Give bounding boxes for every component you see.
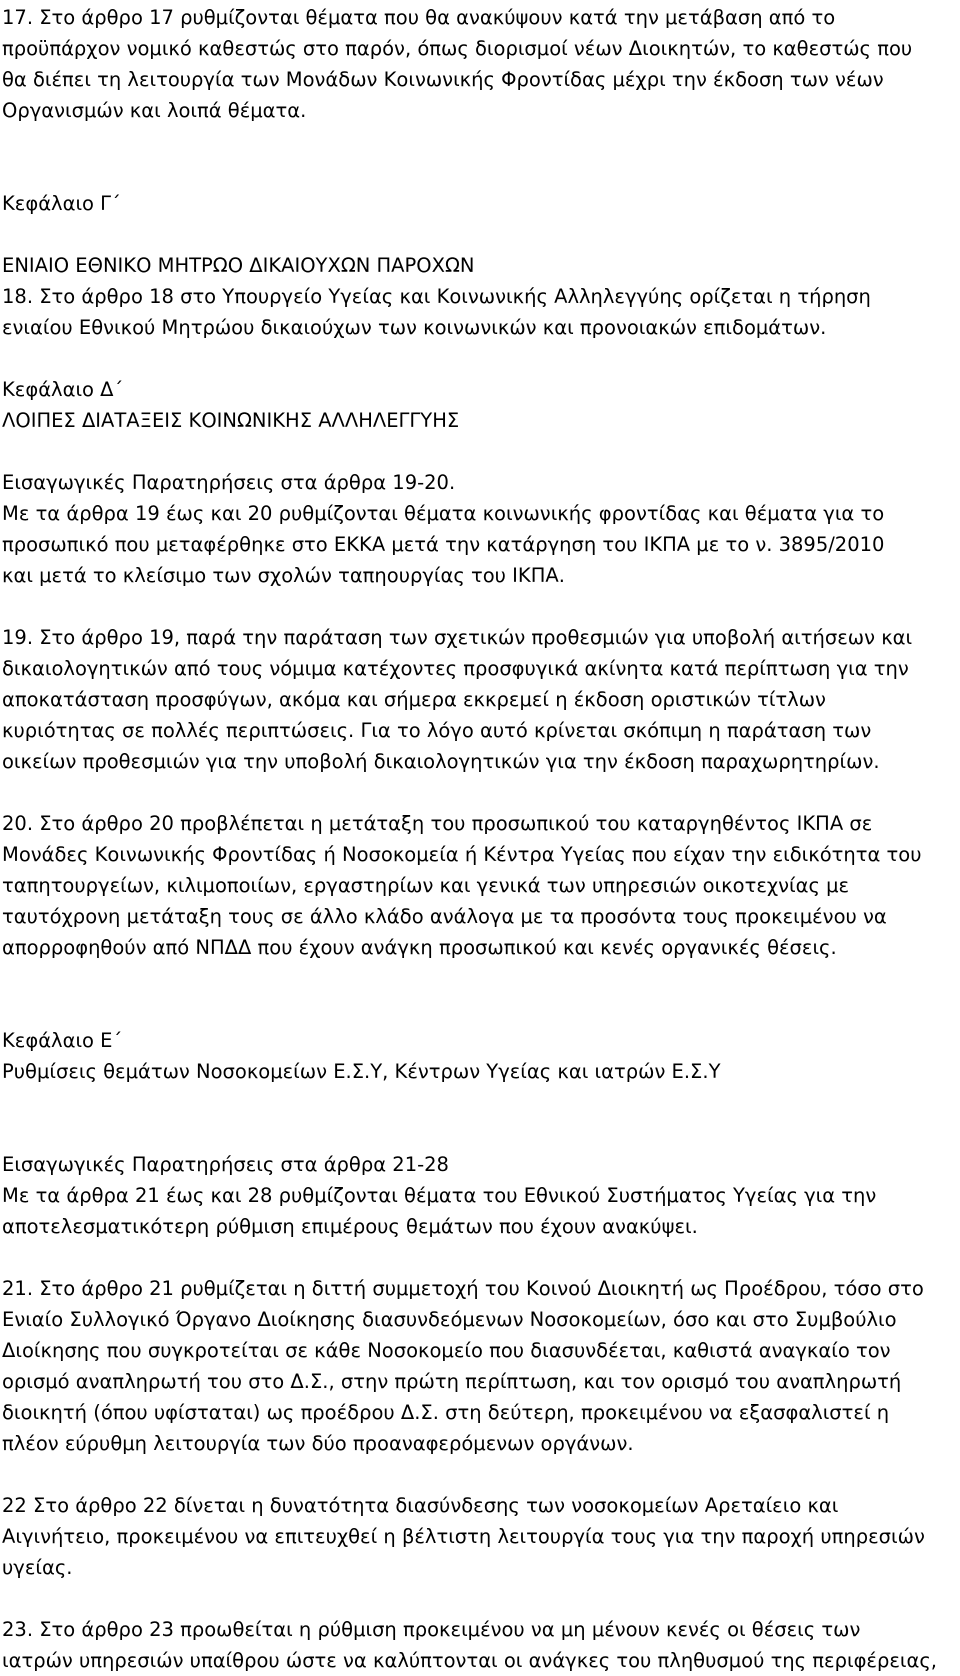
chapter-e-heading bbox=[2, 1025, 952, 1087]
paragraph-article-19 bbox=[2, 622, 952, 777]
paragraph-article-21 bbox=[2, 1273, 952, 1459]
text-line: ορισμό αναπληρωτή του στο Δ.Σ., στην πρώτη περίπτωση, και τον ορισμό του αναπληρωτή bbox=[2, 1370, 902, 1393]
intro-articles-21-28 bbox=[2, 1149, 952, 1242]
chapter-label: Κεφάλαιο Ε΄ bbox=[2, 1029, 123, 1052]
text-line: και μετά το κλείσιμο των σχολών ταπηουργίας του ΙΚΠΑ. bbox=[2, 564, 565, 587]
chapter-title: ΕΝΙΑΙΟ ΕΘΝΙΚΟ ΜΗΤΡΩΟ ΔΙΚΑΙΟΥΧΩΝ ΠΑΡΟΧΩΝ bbox=[2, 254, 475, 277]
chapter-title: ΛΟΙΠΕΣ ΔΙΑΤΑΞΕΙΣ ΚΟΙΝΩΝΙΚΗΣ ΑΛΛΗΛΕΓΓΥΗΣ bbox=[2, 409, 460, 432]
chapter-c-section bbox=[2, 250, 952, 343]
text-line: προσωπικό που μεταφέρθηκε στο ΕΚΚΑ μετά την κατάργηση του ΙΚΠΑ με το ν. 3895/2010 bbox=[2, 533, 885, 556]
spacer bbox=[2, 777, 952, 808]
text-line: 18. Στο άρθρο 18 στο Υπουργείο Υγείας και Κοινωνικής Αλληλεγγύης ορίζεται η τήρηση bbox=[2, 285, 871, 308]
spacer bbox=[2, 436, 952, 467]
paragraph-article-22 bbox=[2, 1490, 952, 1583]
chapter-label: Κεφάλαιο Γ΄ bbox=[2, 192, 121, 215]
text-line: ταπητουργείων, κιλιμοποιίων, εργαστηρίων και γενικά των υπηρεσιών οικοτεχνίας με bbox=[2, 874, 850, 897]
text-line: προϋπάρχον νομικό καθεστώς στο παρόν, όπως διορισμοί νέων Διοικητών, το καθεστώς που bbox=[2, 37, 913, 60]
text-line: υγείας. bbox=[2, 1556, 73, 1579]
text-line: θα διέπει τη λειτουργία των Μονάδων Κοινωνικής Φροντίδας μέχρι την έκδοση των νέων bbox=[2, 68, 884, 91]
chapter-d-heading bbox=[2, 374, 952, 436]
paragraph-article-20 bbox=[2, 808, 952, 963]
text-line: Ενιαίο Συλλογικό Όργανο Διοίκησης διασυνδεόμενων Νοσοκομείων, όσο και στο Συμβούλιο bbox=[2, 1308, 897, 1331]
chapter-label: Κεφάλαιο Δ΄ bbox=[2, 378, 124, 401]
text-line: κυριότητας σε πολλές περιπτώσεις. Για το λόγο αυτό κρίνεται σκόπιμη η παράταση των bbox=[2, 719, 872, 742]
spacer bbox=[2, 1459, 952, 1490]
text-line: απορροφηθούν από ΝΠΔΔ που έχουν ανάγκη προσωπικού και κενές οργανικές θέσεις. bbox=[2, 936, 837, 959]
spacer bbox=[2, 1242, 952, 1273]
spacer bbox=[2, 963, 952, 1025]
text-line: 21. Στο άρθρο 21 ρυθμίζεται η διττή συμμετοχή του Κοινού Διοικητή ως Προέδρου, τόσο στο bbox=[2, 1277, 924, 1300]
text-line: 17. Στο άρθρο 17 ρυθμίζονται θέματα που θα ανακύψουν κατά την μετάβαση από το bbox=[2, 6, 836, 29]
text-line: Οργανισμών και λοιπά θέματα. bbox=[2, 99, 307, 122]
intro-articles-19-20 bbox=[2, 467, 952, 591]
text-line: δικαιολογητικών από τους νόμιμα κατέχοντες προσφυγικά ακίνητα κατά περίπτωση για την bbox=[2, 657, 909, 680]
text-line: 22 Στο άρθρο 22 δίνεται η δυνατότητα διασύνδεσης των νοσοκομείων Αρεταίειο και bbox=[2, 1494, 839, 1517]
text-line: διοικητή (όπου υφίσταται) ως προέδρου Δ.Σ. στη δεύτερη, προκειμένου να εξασφαλιστεί η bbox=[2, 1401, 890, 1424]
intro-heading: Εισαγωγικές Παρατηρήσεις στα άρθρα 21-28 bbox=[2, 1153, 449, 1176]
text-line: ταυτόχρονη μετάταξη τους σε άλλο κλάδο ανάλογα με τα προσόντα τους προκειμένου να bbox=[2, 905, 887, 928]
text-line: Με τα άρθρα 19 έως και 20 ρυθμίζονται θέματα κοινωνικής φροντίδας και θέματα για το bbox=[2, 502, 885, 525]
paragraph-article-23 bbox=[2, 1614, 952, 1676]
text-line: οικείων προθεσμιών για την υποβολή δικαιολογητικών για την έκδοση παραχωρητηρίων. bbox=[2, 750, 880, 773]
text-line: Μονάδες Κοινωνικής Φροντίδας ή Νοσοκομεία ή Κέντρα Υγείας που είχαν την ειδικότητα του bbox=[2, 843, 922, 866]
text-line: Διοίκησης που συγκροτείται σε κάθε Νοσοκομείο που διασυνδέεται, καθιστά αναγκαίο τον bbox=[2, 1339, 891, 1362]
spacer bbox=[2, 591, 952, 622]
spacer bbox=[2, 126, 952, 188]
text-line: 20. Στο άρθρο 20 προβλέπεται η μετάταξη του προσωπικού του καταργηθέντος ΙΚΠΑ σε bbox=[2, 812, 873, 835]
spacer bbox=[2, 343, 952, 374]
text-line: αποκατάσταση προσφύγων, ακόμα και σήμερα εκκρεμεί η έκδοση οριστικών τίτλων bbox=[2, 688, 826, 711]
text-line: 19. Στο άρθρο 19, παρά την παράταση των σχετικών προθεσμιών για υποβολή αιτήσεων και bbox=[2, 626, 913, 649]
text-line: πλέον εύρυθμη λειτουργία των δύο προαναφερόμενων οργάνων. bbox=[2, 1432, 634, 1455]
spacer bbox=[2, 1583, 952, 1614]
chapter-c-heading bbox=[2, 188, 952, 219]
spacer bbox=[2, 1087, 952, 1149]
chapter-title: Ρυθμίσεις θεμάτων Νοσοκομείων Ε.Σ.Υ, Κέντρων Υγείας και ιατρών Ε.Σ.Υ bbox=[2, 1060, 721, 1083]
text-line: ενιαίου Εθνικού Μητρώου δικαιούχων των κοινωνικών και προνοιακών επιδομάτων. bbox=[2, 316, 827, 339]
text-line: αποτελεσματικότερη ρύθμιση επιμέρους θεμάτων που έχουν ανακύψει. bbox=[2, 1215, 698, 1238]
document-page bbox=[2, 2, 952, 1676]
text-line: Με τα άρθρα 21 έως και 28 ρυθμίζονται θέματα του Εθνικού Συστήματος Υγείας για την bbox=[2, 1184, 877, 1207]
paragraph-article-17 bbox=[2, 2, 952, 126]
intro-heading: Εισαγωγικές Παρατηρήσεις στα άρθρα 19-20. bbox=[2, 471, 456, 494]
text-line: 23. Στο άρθρο 23 προωθείται η ρύθμιση προκειμένου να μη μένουν κενές οι θέσεις των bbox=[2, 1618, 861, 1641]
spacer bbox=[2, 219, 952, 250]
text-line: ιατρών υπηρεσιών υπαίθρου ώστε να καλύπτονται οι ανάγκες του πληθυσμού της περιφέρειας, bbox=[2, 1649, 937, 1672]
text-line: Αιγινήτειο, προκειμένου να επιτευχθεί η βέλτιστη λειτουργία τους για την παροχή υπηρεσιών bbox=[2, 1525, 925, 1548]
